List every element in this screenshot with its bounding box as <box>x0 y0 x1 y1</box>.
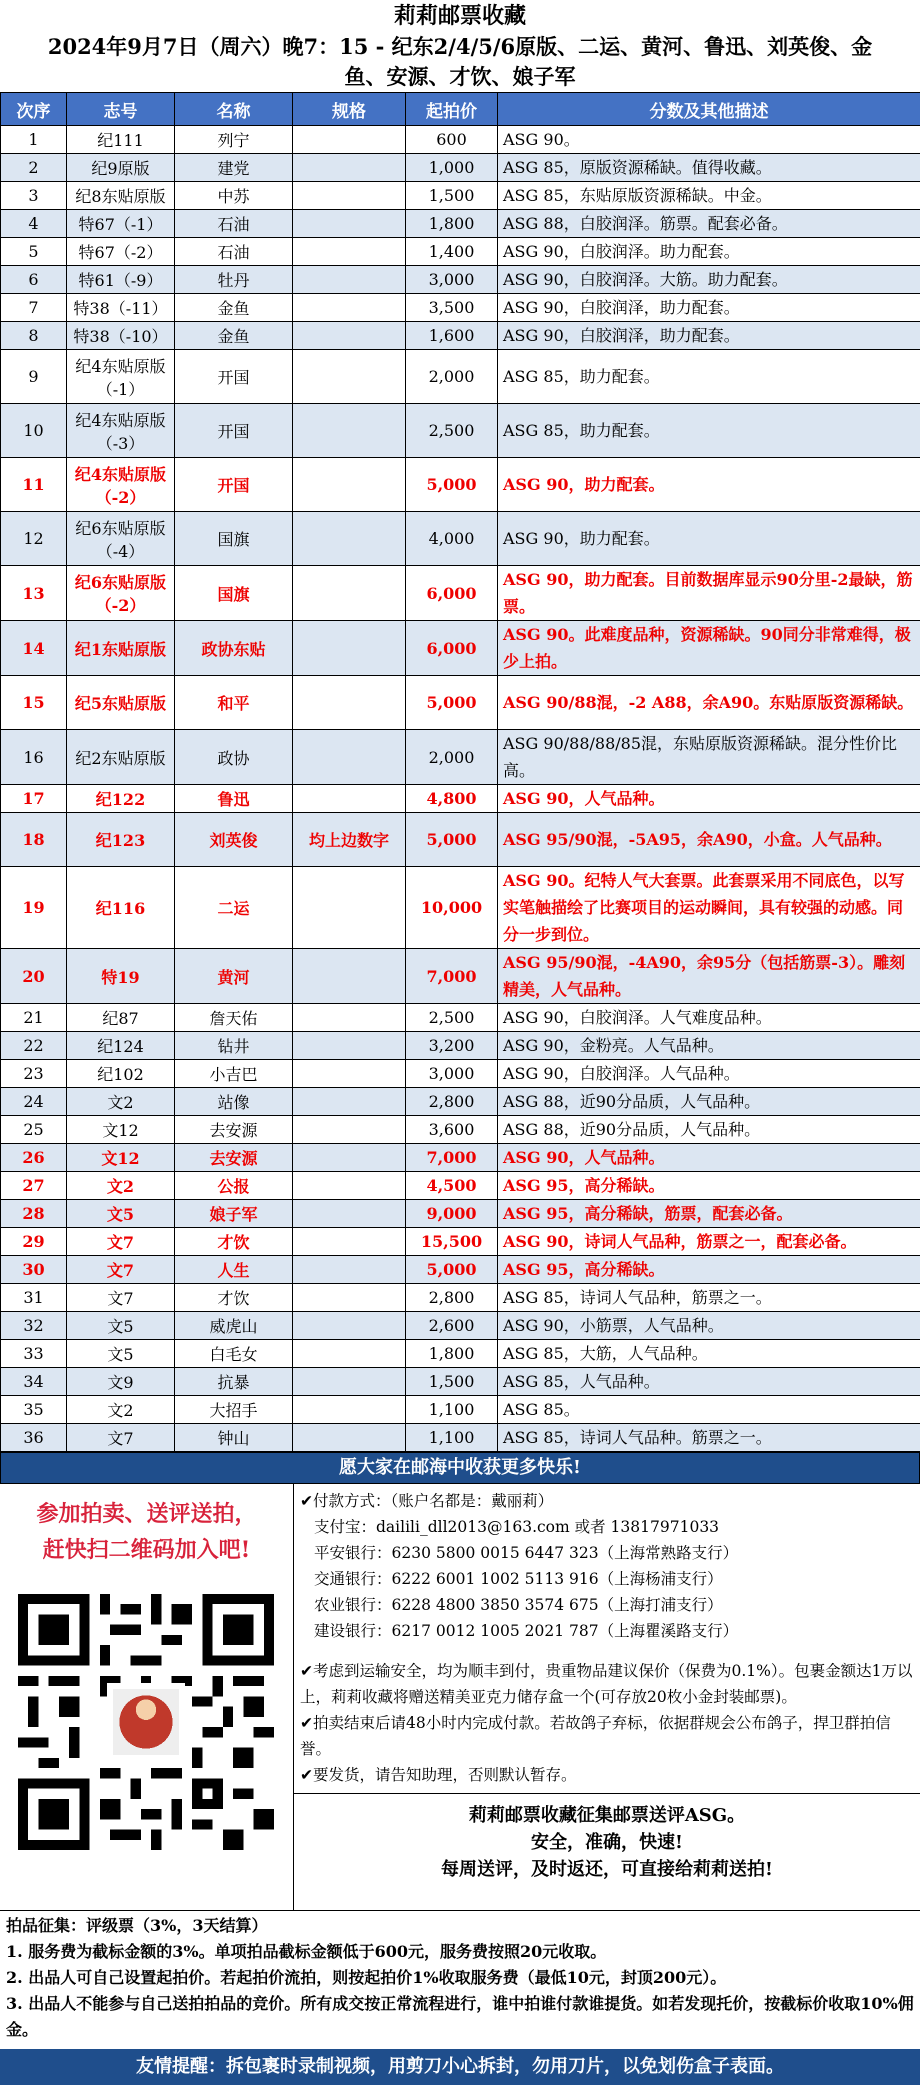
row-index: 21 <box>1 1004 67 1032</box>
start-price: 9,000 <box>406 1200 498 1228</box>
table-row <box>1 238 920 266</box>
start-price: 2,800 <box>406 1088 498 1116</box>
table-row <box>1 1424 920 1452</box>
stamp-code: 文5 <box>67 1200 175 1228</box>
stamp-code: 文2 <box>67 1172 175 1200</box>
table-row <box>1 350 920 404</box>
stamp-description: ASG 90，金粉亮。人气品种。 <box>498 1032 920 1060</box>
stamp-code: 文7 <box>67 1284 175 1312</box>
row-index: 3 <box>1 182 67 210</box>
stamp-name: 大招手 <box>175 1396 293 1424</box>
start-price: 5,000 <box>406 813 498 867</box>
slogan-line-2: 安全，准确，快速! <box>294 1829 920 1856</box>
table-row <box>1 621 920 676</box>
stamp-description: ASG 95，高分稀缺。 <box>498 1172 920 1200</box>
stamp-description: ASG 90，白胶润泽。大筋。助力配套。 <box>498 266 920 294</box>
start-price: 2,500 <box>406 1004 498 1032</box>
stamp-description: ASG 90，人气品种。 <box>498 785 920 813</box>
stamp-code: 纪102 <box>67 1060 175 1088</box>
stamp-description: ASG 90，白胶润泽，助力配套。 <box>498 322 920 350</box>
stamp-code: 纪4东贴原版（-2） <box>67 458 175 512</box>
start-price: 6,000 <box>406 621 498 676</box>
table-row <box>1 1172 920 1200</box>
start-price: 5,000 <box>406 1256 498 1284</box>
stamp-code: 文5 <box>67 1340 175 1368</box>
stamp-spec: 均上边数字 <box>293 813 406 867</box>
stamp-description: ASG 90，白胶润泽，助力配套。 <box>498 294 920 322</box>
stamp-spec <box>293 1340 406 1368</box>
start-price: 1,500 <box>406 182 498 210</box>
stamp-name: 小吉巴 <box>175 1060 293 1088</box>
table-row <box>1 1060 920 1088</box>
stamp-spec <box>293 1312 406 1340</box>
stamp-description: ASG 85，大筋，人气品种。 <box>498 1340 920 1368</box>
start-price: 2,800 <box>406 1284 498 1312</box>
stamp-description: ASG 90/88混，-2 A88，余A90。东贴原版资源稀缺。 <box>498 676 920 730</box>
qr-code-icon[interactable] <box>18 1594 274 1850</box>
start-price: 15,500 <box>406 1228 498 1256</box>
stamp-spec <box>293 266 406 294</box>
row-index: 10 <box>1 404 67 458</box>
stamp-name: 国旗 <box>175 566 293 621</box>
table-row <box>1 566 920 621</box>
stamp-spec <box>293 350 406 404</box>
stamp-name: 金鱼 <box>175 322 293 350</box>
start-price: 5,000 <box>406 676 498 730</box>
col-header-spec: 规格 <box>293 93 406 126</box>
stamp-spec <box>293 676 406 730</box>
table-header-row <box>1 93 920 126</box>
stamp-name: 去安源 <box>175 1144 293 1172</box>
stamp-spec <box>293 566 406 621</box>
row-index: 23 <box>1 1060 67 1088</box>
stamp-name: 金鱼 <box>175 294 293 322</box>
row-index: 25 <box>1 1116 67 1144</box>
stamp-spec <box>293 294 406 322</box>
start-price: 2,000 <box>406 350 498 404</box>
stamp-name: 开国 <box>175 350 293 404</box>
stamp-code: 特67（-2） <box>67 238 175 266</box>
stamp-description: ASG 90，白胶润泽。助力配套。 <box>498 238 920 266</box>
table-row <box>1 1228 920 1256</box>
stamp-spec <box>293 1032 406 1060</box>
rule-1: 1. 服务费为截标金额的3%。单项拍品截标金额低于600元，服务费按照20元收取。 <box>6 1939 914 1965</box>
stamp-description: ASG 90/88/88/85混，东贴原版资源稀缺。混分性价比高。 <box>498 730 920 785</box>
stamp-spec <box>293 867 406 949</box>
stamp-name: 石油 <box>175 238 293 266</box>
stamp-code: 纪5东贴原版 <box>67 676 175 730</box>
stamp-code: 文5 <box>67 1312 175 1340</box>
table-row <box>1 676 920 730</box>
col-header-index: 次序 <box>1 93 67 126</box>
stamp-spec <box>293 182 406 210</box>
stamp-description: ASG 90，助力配套。 <box>498 512 920 566</box>
slogan-line-1: 莉莉邮票收藏征集邮票送评ASG。 <box>294 1802 920 1829</box>
start-price: 3,200 <box>406 1032 498 1060</box>
stamp-code: 文9 <box>67 1368 175 1396</box>
table-row <box>1 126 920 154</box>
row-index: 12 <box>1 512 67 566</box>
row-index: 2 <box>1 154 67 182</box>
start-price: 2,500 <box>406 404 498 458</box>
row-index: 8 <box>1 322 67 350</box>
table-row <box>1 322 920 350</box>
stamp-name: 娘子军 <box>175 1200 293 1228</box>
stamp-description: ASG 85，原版资源稀缺。值得收藏。 <box>498 154 920 182</box>
bank-pingan: 平安银行：6230 5800 0015 6447 323（上海常熟路支行） <box>300 1540 914 1566</box>
start-price: 1,800 <box>406 1340 498 1368</box>
stamp-description: ASG 90。 <box>498 126 920 154</box>
stamp-name: 列宁 <box>175 126 293 154</box>
table-row <box>1 1004 920 1032</box>
stamp-code: 文7 <box>67 1424 175 1452</box>
bank-nongye: 农业银行：6228 4800 3850 3574 675（上海打浦支行） <box>300 1592 914 1618</box>
row-index: 35 <box>1 1396 67 1424</box>
stamp-name: 人生 <box>175 1256 293 1284</box>
table-row <box>1 785 920 813</box>
table-row <box>1 266 920 294</box>
stamp-description: ASG 88，白胶润泽。筋票。配套必备。 <box>498 210 920 238</box>
bank-jianshe: 建设银行：6217 0012 1005 2021 787（上海瞿溪路支行） <box>300 1618 914 1644</box>
row-index: 34 <box>1 1368 67 1396</box>
stamp-code: 文2 <box>67 1088 175 1116</box>
stamp-name: 和平 <box>175 676 293 730</box>
table-row <box>1 458 920 512</box>
stamp-code: 纪116 <box>67 867 175 949</box>
table-row <box>1 1284 920 1312</box>
stamp-code: 纪8东贴原版 <box>67 182 175 210</box>
stamp-name: 建党 <box>175 154 293 182</box>
stamp-name: 站像 <box>175 1088 293 1116</box>
stamp-spec <box>293 126 406 154</box>
delivery-note: ✔要发货，请告知助理，否则默认暂存。 <box>300 1762 914 1788</box>
row-index: 4 <box>1 210 67 238</box>
stamp-code: 纪2东贴原版 <box>67 730 175 785</box>
stamp-description: ASG 85，诗词人气品种，筋票之一。 <box>498 1284 920 1312</box>
start-price: 1,000 <box>406 154 498 182</box>
start-price: 1,800 <box>406 210 498 238</box>
promo-line-1: 参加拍卖、送评送拍， <box>0 1496 293 1532</box>
table-row <box>1 1032 920 1060</box>
table-row <box>1 182 920 210</box>
stamp-code: 特38（-11） <box>67 294 175 322</box>
alipay-line: 支付宝：dailili_dll2013@163.com 或者 13817971033 <box>300 1514 914 1540</box>
stamp-description: ASG 85，东贴原版资源稀缺。中金。 <box>498 182 920 210</box>
start-price: 7,000 <box>406 1144 498 1172</box>
stamp-spec <box>293 1256 406 1284</box>
row-index: 11 <box>1 458 67 512</box>
table-row <box>1 512 920 566</box>
stamp-name: 刘英俊 <box>175 813 293 867</box>
col-header-name: 名称 <box>175 93 293 126</box>
stamp-code: 文2 <box>67 1396 175 1424</box>
start-price: 4,500 <box>406 1172 498 1200</box>
row-index: 20 <box>1 949 67 1004</box>
table-row <box>1 294 920 322</box>
stamp-spec <box>293 210 406 238</box>
stamp-code: 纪4东贴原版（-1） <box>67 350 175 404</box>
row-index: 28 <box>1 1200 67 1228</box>
start-price: 7,000 <box>406 949 498 1004</box>
stamp-description: ASG 90，诗词人气品种，筋票之一，配套必备。 <box>498 1228 920 1256</box>
stamp-spec <box>293 154 406 182</box>
stamp-spec <box>293 322 406 350</box>
stamp-name: 詹天佑 <box>175 1004 293 1032</box>
stamp-description: ASG 95/90混，-5A95，余A90，小盒。人气品种。 <box>498 813 920 867</box>
stamp-name: 鲁迅 <box>175 785 293 813</box>
row-index: 9 <box>1 350 67 404</box>
stamp-spec <box>293 1144 406 1172</box>
stamp-code: 纪111 <box>67 126 175 154</box>
stamp-name: 开国 <box>175 458 293 512</box>
promo-line-2: 赶快扫二维码加入吧! <box>0 1532 293 1568</box>
stamp-name: 黄河 <box>175 949 293 1004</box>
stamp-name: 抗暴 <box>175 1368 293 1396</box>
stamp-spec <box>293 1368 406 1396</box>
payment-deadline-note: ✔拍卖结束后请48小时内完成付款。若故鸽子弃标，依据群规会公布鸽子，捍卫群拍信誉。 <box>300 1710 914 1762</box>
session-title: 2024年9月7日（周六）晚7：15 - 纪东2/4/5/6原版、二运、黄河、鲁迅、刘英俊、金鱼、安源、才饮、娘子军 <box>0 32 920 92</box>
shipping-note: ✔考虑到运输安全，均为顺丰到付，贵重物品建议保价（保费为0.1%）。包裹金额达1万以上，莉莉收藏将赠送精美亚克力储存盒一个(可存放20枚小金封装邮票)。 <box>300 1658 914 1710</box>
start-price: 1,100 <box>406 1396 498 1424</box>
row-index: 16 <box>1 730 67 785</box>
stamp-spec <box>293 730 406 785</box>
stamp-spec <box>293 1200 406 1228</box>
stamp-code: 文7 <box>67 1256 175 1284</box>
col-header-code: 志号 <box>67 93 175 126</box>
stamp-name: 二运 <box>175 867 293 949</box>
table-row <box>1 404 920 458</box>
start-price: 1,400 <box>406 238 498 266</box>
start-price: 10,000 <box>406 867 498 949</box>
stamp-spec <box>293 1004 406 1032</box>
stamp-description: ASG 85，人气品种。 <box>498 1368 920 1396</box>
start-price: 1,500 <box>406 1368 498 1396</box>
page-header <box>0 0 920 92</box>
table-row <box>1 1312 920 1340</box>
start-price: 2,600 <box>406 1312 498 1340</box>
wish-banner: 愿大家在邮海中收获更多快乐! <box>0 1452 920 1484</box>
stamp-description: ASG 95/90混，-4A90，余95分（包括筋票-3）。雕刻精美，人气品种。 <box>498 949 920 1004</box>
rule-3: 3. 出品人不能参与自己送拍拍品的竞价。所有成交按正常流程进行，谁中拍谁付款谁提货。如若发现托价，按截标价收取10%佣金。 <box>6 1991 914 2043</box>
start-price: 1,600 <box>406 322 498 350</box>
stamp-code: 纪4东贴原版（-3） <box>67 404 175 458</box>
stamp-code: 文12 <box>67 1116 175 1144</box>
rule-2: 2. 出品人可自己设置起拍价。若起拍价流拍，则按起拍价1%收取服务费（最低10元，封顶200元）。 <box>6 1965 914 1991</box>
row-index: 5 <box>1 238 67 266</box>
stamp-description: ASG 90。此难度品种，资源稀缺。90同分非常难得，极少上拍。 <box>498 621 920 676</box>
stamp-code: 纪122 <box>67 785 175 813</box>
stamp-name: 公报 <box>175 1172 293 1200</box>
stamp-name: 威虎山 <box>175 1312 293 1340</box>
stamp-spec <box>293 1228 406 1256</box>
row-index: 29 <box>1 1228 67 1256</box>
row-index: 32 <box>1 1312 67 1340</box>
stamp-name: 去安源 <box>175 1116 293 1144</box>
stamp-description: ASG 85，助力配套。 <box>498 350 920 404</box>
start-price: 6,000 <box>406 566 498 621</box>
start-price: 4,800 <box>406 785 498 813</box>
stamp-spec <box>293 1088 406 1116</box>
stamp-name: 才饮 <box>175 1284 293 1312</box>
start-price: 3,600 <box>406 1116 498 1144</box>
rules-heading: 拍品征集：评级票（3%，3天结算） <box>6 1913 914 1939</box>
row-index: 14 <box>1 621 67 676</box>
stamp-name: 石油 <box>175 210 293 238</box>
stamp-name: 钻井 <box>175 1032 293 1060</box>
row-index: 31 <box>1 1284 67 1312</box>
stamp-description: ASG 90。纪特人气大套票。此套票采用不同底色，以写实笔触描绘了比赛项目的运动瞬间，具有较强的动感。同分一步到位。 <box>498 867 920 949</box>
table-row <box>1 730 920 785</box>
table-row <box>1 813 920 867</box>
stamp-spec <box>293 1424 406 1452</box>
row-index: 1 <box>1 126 67 154</box>
stamp-spec <box>293 1172 406 1200</box>
row-index: 27 <box>1 1172 67 1200</box>
row-index: 36 <box>1 1424 67 1452</box>
start-price: 5,000 <box>406 458 498 512</box>
table-row <box>1 1368 920 1396</box>
stamp-name: 白毛女 <box>175 1340 293 1368</box>
stamp-description: ASG 90，助力配套。 <box>498 458 920 512</box>
table-row <box>1 1256 920 1284</box>
table-row <box>1 867 920 949</box>
stamp-spec <box>293 1396 406 1424</box>
qr-panel <box>0 1484 294 1910</box>
table-row <box>1 154 920 182</box>
start-price: 3,000 <box>406 1060 498 1088</box>
stamp-spec <box>293 458 406 512</box>
start-price: 600 <box>406 126 498 154</box>
stamp-name: 牡丹 <box>175 266 293 294</box>
stamp-description: ASG 88，近90分品质，人气品种。 <box>498 1088 920 1116</box>
stamp-code: 纪124 <box>67 1032 175 1060</box>
stamp-code: 纪6东贴原版（-4） <box>67 512 175 566</box>
row-index: 13 <box>1 566 67 621</box>
table-row <box>1 1396 920 1424</box>
row-index: 15 <box>1 676 67 730</box>
row-index: 33 <box>1 1340 67 1368</box>
row-index: 19 <box>1 867 67 949</box>
stamp-description: ASG 95，高分稀缺，筋票，配套必备。 <box>498 1200 920 1228</box>
auction-table <box>0 92 920 1452</box>
row-index: 17 <box>1 785 67 813</box>
start-price: 3,500 <box>406 294 498 322</box>
start-price: 4,000 <box>406 512 498 566</box>
stamp-code: 文12 <box>67 1144 175 1172</box>
table-row <box>1 210 920 238</box>
stamp-description: ASG 88，近90分品质，人气品种。 <box>498 1116 920 1144</box>
stamp-name: 国旗 <box>175 512 293 566</box>
table-body <box>1 126 920 1452</box>
start-price: 1,100 <box>406 1424 498 1452</box>
row-index: 7 <box>1 294 67 322</box>
table-row <box>1 1088 920 1116</box>
stamp-spec <box>293 404 406 458</box>
stamp-code: 特38（-10） <box>67 322 175 350</box>
table-row <box>1 1144 920 1172</box>
stamp-code: 特19 <box>67 949 175 1004</box>
row-index: 22 <box>1 1032 67 1060</box>
row-index: 30 <box>1 1256 67 1284</box>
stamp-name: 才饮 <box>175 1228 293 1256</box>
stamp-name: 钟山 <box>175 1424 293 1452</box>
stamp-description: ASG 85，诗词人气品种。筋票之一。 <box>498 1424 920 1452</box>
stamp-code: 特67（-1） <box>67 210 175 238</box>
stamp-spec <box>293 512 406 566</box>
stamp-code: 特61（-9） <box>67 266 175 294</box>
start-price: 2,000 <box>406 730 498 785</box>
stamp-spec <box>293 238 406 266</box>
col-header-desc: 分数及其他描述 <box>498 93 920 126</box>
payment-title: ✔付款方式：（账户名都是：戴丽莉） <box>300 1488 914 1514</box>
stamp-code: 纪87 <box>67 1004 175 1032</box>
stamp-spec <box>293 1284 406 1312</box>
col-header-price: 起拍价 <box>406 93 498 126</box>
promo-text <box>0 1496 293 1568</box>
stamp-description: ASG 95，高分稀缺。 <box>498 1256 920 1284</box>
stamp-spec <box>293 785 406 813</box>
stamp-name: 政协 <box>175 730 293 785</box>
stamp-description: ASG 85，助力配套。 <box>498 404 920 458</box>
bank-jiaotong: 交通银行：6222 6001 1002 5113 916（上海杨浦支行） <box>300 1566 914 1592</box>
table-row <box>1 1340 920 1368</box>
shop-title: 莉莉邮票收藏 <box>0 0 920 32</box>
table-row <box>1 1116 920 1144</box>
stamp-code: 纪6东贴原版（-2） <box>67 566 175 621</box>
stamp-description: ASG 90，小筋票，人气品种。 <box>498 1312 920 1340</box>
stamp-spec <box>293 621 406 676</box>
auction-rules <box>0 1910 920 2045</box>
stamp-name: 中苏 <box>175 182 293 210</box>
stamp-description: ASG 90，白胶润泽。人气品种。 <box>498 1060 920 1088</box>
stamp-spec <box>293 1060 406 1088</box>
footer-reminder: 友情提醒：拆包裹时录制视频，用剪刀小心拆封，勿用刀片，以免划伤盒子表面。 <box>0 2049 920 2085</box>
stamp-name: 政协东贴 <box>175 621 293 676</box>
stamp-description: ASG 90，白胶润泽。人气难度品种。 <box>498 1004 920 1032</box>
stamp-description: ASG 90，助力配套。目前数据库显示90分里-2最缺，筋票。 <box>498 566 920 621</box>
stamp-code: 纪9原版 <box>67 154 175 182</box>
stamp-code: 纪123 <box>67 813 175 867</box>
stamp-description: ASG 90，人气品种。 <box>498 1144 920 1172</box>
stamp-name: 开国 <box>175 404 293 458</box>
stamp-spec <box>293 1116 406 1144</box>
stamp-code: 文7 <box>67 1228 175 1256</box>
info-section <box>0 1484 920 1911</box>
stamp-description: ASG 85。 <box>498 1396 920 1424</box>
row-index: 6 <box>1 266 67 294</box>
stamp-spec <box>293 949 406 1004</box>
table-row <box>1 949 920 1004</box>
row-index: 26 <box>1 1144 67 1172</box>
row-index: 24 <box>1 1088 67 1116</box>
table-row <box>1 1200 920 1228</box>
start-price: 3,000 <box>406 266 498 294</box>
row-index: 18 <box>1 813 67 867</box>
stamp-code: 纪1东贴原版 <box>67 621 175 676</box>
slogan-line-3: 每周送评，及时返还，可直接给莉莉送拍! <box>294 1856 920 1883</box>
